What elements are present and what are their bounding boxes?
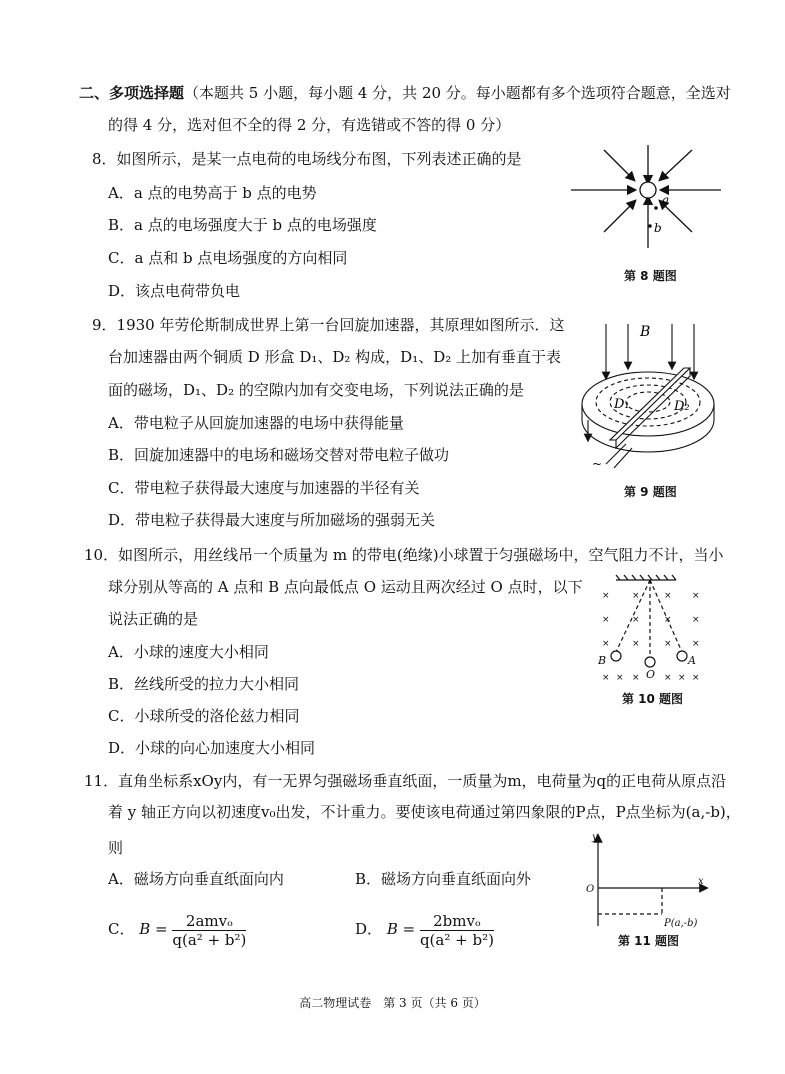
q9-caption: 第 9 题图 bbox=[624, 485, 677, 499]
q10-cross: × bbox=[602, 615, 610, 625]
q10-cross: × bbox=[632, 591, 640, 601]
q8-option-c: C．a 点和 b 点电场强度的方向相同 bbox=[108, 249, 348, 267]
q10-option-d: D．小球的向心加速度大小相同 bbox=[108, 739, 316, 757]
q11-label-x: x bbox=[698, 876, 704, 887]
q10-cross: × bbox=[602, 673, 610, 683]
q11-option-c-lhs: B = bbox=[139, 920, 168, 938]
q10-cross: × bbox=[664, 639, 672, 649]
q10-stem-3: 说法正确的是 bbox=[108, 610, 199, 628]
q10-cross: × bbox=[664, 615, 672, 625]
q8-stem: 8．如图所示，是某一点电荷的电场线分布图，下列表述正确的是 bbox=[92, 150, 522, 168]
q8-label-b: b bbox=[654, 221, 662, 235]
q11-option-c-fraction bbox=[172, 912, 246, 949]
q10-cross: × bbox=[602, 591, 610, 601]
q9-option-b: B．回旋加速器中的电场和磁场交替对带电粒子做功 bbox=[108, 446, 450, 464]
q8-option-a: A．a 点的电势高于 b 点的电势 bbox=[108, 184, 317, 202]
q11-option-d-denominator: q(a² + b²) bbox=[419, 930, 494, 949]
q10-cross: × bbox=[632, 615, 640, 625]
section-desc-1: （本题共 5 小题，每小题 4 分，共 20 分。每小题都有多个选项符合题意，全选对 bbox=[184, 84, 731, 102]
q11-option-c-prefix: C． bbox=[108, 920, 135, 938]
q11-option-c bbox=[108, 910, 246, 949]
q11-stem-3: 则 bbox=[108, 839, 124, 857]
q9-stem-1: 9．1930 年劳伦斯制成世界上第一台回旋加速器，其原理如图所示．这 bbox=[92, 316, 565, 334]
q10-stem-1: 10．如图所示，用丝线吊一个质量为 m 的带电(绝缘)小球置于匀强磁场中，空气阻力不计，当小 bbox=[84, 546, 724, 564]
q8-option-b: B．a 点的电场强度大于 b 点的电场强度 bbox=[108, 216, 377, 234]
q10-cross: × bbox=[664, 591, 672, 601]
q10-label-b: B bbox=[598, 654, 607, 667]
q11-option-d bbox=[355, 910, 494, 949]
q9-label-d1: D₁ bbox=[614, 397, 630, 412]
section-desc-2: 的得 4 分，选对但不全的得 2 分，有选错或不答的得 0 分） bbox=[108, 116, 511, 134]
q10-pendulum-figure bbox=[592, 572, 712, 687]
q10-label-o: O bbox=[646, 668, 656, 681]
q10-cross: × bbox=[692, 639, 700, 649]
q9-option-c: C．带电粒子获得最大速度与加速器的半径有关 bbox=[108, 479, 420, 497]
q11-label-p: P(a,-b) bbox=[664, 918, 698, 929]
q10-cross: × bbox=[692, 591, 700, 601]
q11-option-a: A．磁场方向垂直纸面向内 bbox=[108, 870, 284, 888]
q10-option-b: B．丝线所受的拉力大小相同 bbox=[108, 675, 300, 693]
q11-option-b: B．磁场方向垂直纸面向外 bbox=[355, 870, 532, 888]
q10-label-a: A bbox=[688, 654, 696, 667]
q10-cross: × bbox=[678, 673, 686, 683]
q8-field-line-figure bbox=[566, 140, 726, 255]
q10-cross: × bbox=[692, 673, 700, 683]
q9-label-d2: D₂ bbox=[674, 399, 690, 414]
q11-label-o: O bbox=[586, 884, 595, 895]
q10-cross: × bbox=[664, 673, 672, 683]
q10-cross: × bbox=[602, 639, 610, 649]
q10-option-a: A．小球的速度大小相同 bbox=[108, 643, 269, 661]
q11-stem-1: 11．直角坐标系xOy内，有一无界匀强磁场垂直纸面，一质量为m，电荷量为q的正电荷从原点沿 bbox=[84, 772, 727, 790]
q9-label-b-field: B bbox=[640, 324, 651, 340]
q9-option-d: D．带电粒子获得最大速度与所加磁场的强弱无关 bbox=[108, 511, 436, 529]
q10-caption: 第 10 题图 bbox=[622, 692, 684, 706]
q10-option-c: C．小球所受的洛伦兹力相同 bbox=[108, 707, 300, 725]
q10-stem-2: 球分别从等高的 A 点和 B 点向最低点 O 运动且两次经过 O 点时，以下 bbox=[108, 578, 583, 596]
q8-option-d: D．该点电荷带负电 bbox=[108, 282, 241, 300]
q9-stem-3: 面的磁场，D₁、D₂ 的空隙内加有交变电场，下列说法正确的是 bbox=[108, 381, 524, 399]
q11-label-y: y bbox=[592, 832, 598, 843]
q10-cross: × bbox=[616, 673, 624, 683]
q9-option-a: A．带电粒子从回旋加速器的电场中获得能量 bbox=[108, 414, 404, 432]
q9-cyclotron-figure bbox=[576, 316, 721, 476]
q9-stem-2: 台加速器由两个铜质 D 形盒 D₁、D₂ 构成，D₁、D₂ 上加有垂直于表 bbox=[108, 348, 562, 366]
q11-caption: 第 11 题图 bbox=[618, 934, 680, 948]
q11-option-d-numerator: 2bmvₒ bbox=[420, 912, 494, 931]
q8-caption: 第 8 题图 bbox=[624, 269, 677, 283]
q11-option-d-prefix: D． bbox=[355, 920, 383, 938]
q11-option-d-lhs: B = bbox=[386, 920, 416, 938]
q10-cross: × bbox=[692, 615, 700, 625]
q11-option-d-fraction bbox=[420, 912, 494, 949]
section-header bbox=[79, 83, 731, 103]
q11-option-c-numerator: 2amvₒ bbox=[172, 912, 246, 931]
q9-label-ac: ~ bbox=[592, 457, 603, 471]
section-title: 二、多项选择题 bbox=[79, 84, 185, 102]
q10-cross: × bbox=[632, 639, 640, 649]
q11-option-c-denominator: q(a² + b²) bbox=[172, 930, 247, 949]
q11-coordinate-figure bbox=[584, 830, 712, 930]
q11-stem-2: 着 y 轴正方向以初速度v₀出发，不计重力。要使该电荷通过第四象限的P点，P点坐标为(a,-b)， bbox=[108, 803, 741, 821]
page-footer: 高二物理试卷 第 3 页（共 6 页） bbox=[299, 996, 486, 1010]
q10-cross: × bbox=[632, 673, 640, 683]
q8-label-a: a bbox=[662, 193, 670, 207]
